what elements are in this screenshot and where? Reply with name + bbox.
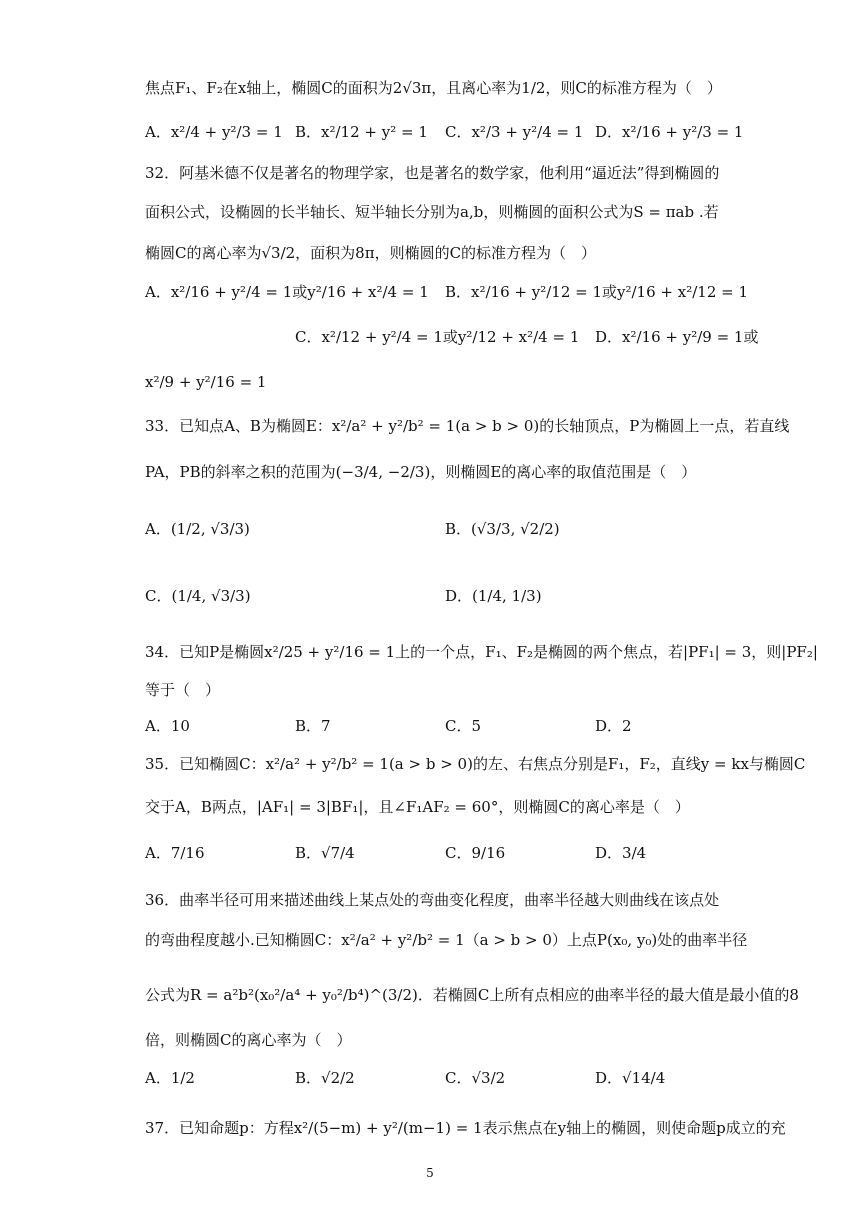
q36-option-b: B．√2/2 xyxy=(295,1069,355,1087)
q33-line-1: 33．已知点A、B为椭圆E：x²/a² + y²/b² = 1(a > b > 0)的长轴顶点，P为椭圆上一点，若直线 xyxy=(145,417,790,435)
q35-option-c: C．9/16 xyxy=(445,844,506,862)
q33-option-b: B．(√3/3, √2/2) xyxy=(445,520,560,538)
q34-option-d: D．2 xyxy=(595,717,632,735)
q36-option-a: A．1/2 xyxy=(145,1069,195,1087)
q36-line-3: 公式为R = a²b²(x₀²/a⁴ + y₀²/b⁴)^(3/2)．若椭圆C上所有点相应的曲率半径的最大值是最小值的8 xyxy=(145,986,799,1004)
q36-option-c: C．√3/2 xyxy=(445,1069,506,1087)
q36-line-2: 的弯曲程度越小.已知椭圆C：x²/a² + y²/b² = 1（a > b > 0）上点P(x₀, y₀)处的曲率半径 xyxy=(145,931,748,949)
q32-option-d-cont: x²/9 + y²/16 = 1 xyxy=(145,373,267,391)
q31-option-c: C．x²/3 + y²/4 = 1 xyxy=(445,123,584,141)
q32-option-d: D．x²/16 + y²/9 = 1或 xyxy=(595,328,759,346)
q33-option-a: A．(1/2, √3/3) xyxy=(145,520,250,538)
q33-line-2: PA，PB的斜率之积的范围为(−3/4, −2/3)，则椭圆E的离心率的取值范围是（ ） xyxy=(145,463,697,481)
q36-line-1: 36．曲率半径可用来描述曲线上某点处的弯曲变化程度，曲率半径越大则曲线在该点处 xyxy=(145,891,720,909)
q35-option-d: D．3/4 xyxy=(595,844,647,862)
q32-option-c: C．x²/12 + y²/4 = 1或y²/12 + x²/4 = 1 xyxy=(295,328,580,346)
q31-option-b: B．x²/12 + y² = 1 xyxy=(295,123,428,141)
q32-line-1: 32．阿基米德不仅是著名的物理学家，也是著名的数学家，他利用“逼近法”得到椭圆的 xyxy=(145,164,720,182)
q33-option-c: C．(1/4, √3/3) xyxy=(145,587,251,605)
q35-line-1: 35．已知椭圆C：x²/a² + y²/b² = 1(a > b > 0)的左、右焦点分别是F₁，F₂，直线y = kx与椭圆C xyxy=(145,755,806,773)
q37-line-1: 37．已知命题p：方程x²/(5−m) + y²/(m−1) = 1表示焦点在y轴上的椭圆，则使命题p成立的充 xyxy=(145,1119,786,1137)
q36-line-4: 倍，则椭圆C的离心率为（ ） xyxy=(145,1031,352,1049)
q34-line-1: 34．已知P是椭圆x²/25 + y²/16 = 1上的一个点，F₁、F₂是椭圆的两个焦点，若|PF₁| = 3，则|PF₂| xyxy=(145,643,818,661)
q34-option-a: A．10 xyxy=(145,717,190,735)
intro-line: 焦点F₁、F₂在x轴上，椭圆C的面积为2√3π，且离心率为1/2，则C的标准方程为（ ） xyxy=(145,79,722,97)
q32-line-2: 面积公式，设椭圆的长半轴长、短半轴长分别为a,b，则椭圆的面积公式为S = πab .若 xyxy=(145,203,719,221)
q31-option-d: D．x²/16 + y²/3 = 1 xyxy=(595,123,744,141)
q34-line-2: 等于（ ） xyxy=(145,681,221,699)
q32-line-3: 椭圆C的离心率为√3/2，面积为8π，则椭圆的C的标准方程为（ ） xyxy=(145,244,597,262)
q35-line-2: 交于A，B两点，|AF₁| = 3|BF₁|，且∠F₁AF₂ = 60°，则椭圆C的离心率是（ ） xyxy=(145,798,690,816)
q32-option-a: A．x²/16 + y²/4 = 1或y²/16 + x²/4 = 1 xyxy=(145,283,429,301)
page-number: 5 xyxy=(426,1166,434,1180)
q35-option-a: A．7/16 xyxy=(145,844,205,862)
q33-option-d: D．(1/4, 1/3) xyxy=(445,587,542,605)
q35-option-b: B．√7/4 xyxy=(295,844,355,862)
q31-option-a: A．x²/4 + y²/3 = 1 xyxy=(145,123,283,141)
q34-option-c: C．5 xyxy=(445,717,482,735)
q36-option-d: D．√14/4 xyxy=(595,1069,666,1087)
q34-option-b: B．7 xyxy=(295,717,331,735)
q32-option-b: B．x²/16 + y²/12 = 1或y²/16 + x²/12 = 1 xyxy=(445,283,749,301)
